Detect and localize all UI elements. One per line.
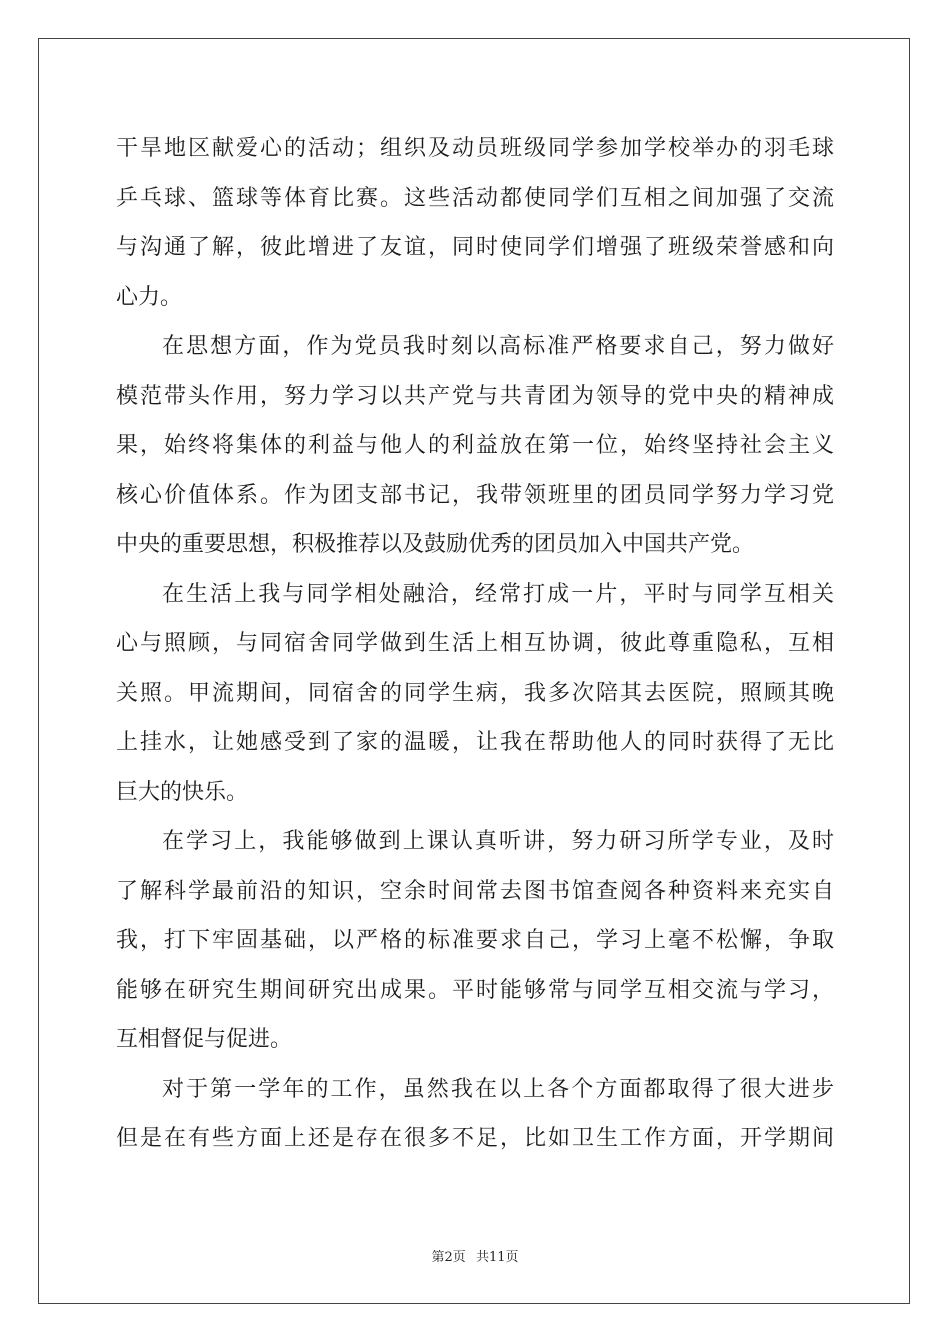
text-line: 在学习上，我能够做到上课认真听讲，努力研习所学专业，及时 [162, 829, 834, 854]
text-line: 在生活上我与同学相处融洽，经常打成一片，平时与同学互相关 [162, 581, 834, 607]
text-line: 我，打下牢固基础，以严格的标准要求自己，学习上毫不松懈，争取 [116, 928, 834, 953]
text-line: 能够在研究生期间研究出成果。平时能够常与同学互相交流与学习， [116, 977, 834, 1003]
text-line: 中央的重要思想，积极推荐以及鼓励优秀的团员加入中国共产党。 [116, 532, 755, 557]
paragraph [116, 1065, 834, 1164]
text-line: 果，始终将集体的利益与他人的利益放在第一位，始终坚持社会主义 [116, 433, 834, 458]
text-line: 心力。 [116, 284, 183, 310]
document-body [116, 124, 834, 1164]
page-footer [0, 1246, 950, 1265]
paragraph [116, 124, 834, 322]
text-line: 与沟通了解，彼此增进了友谊，同时使同学们增强了班级荣誉感和向 [116, 235, 834, 260]
text-line: 乒乓球、篮球等体育比赛。这些活动都使同学们互相之间加强了交流 [116, 185, 834, 211]
text-line: 互相督促与促进。 [116, 1027, 293, 1052]
text-line: 但是在有些方面上还是存在很多不足，比如卫生工作方面，开学期间 [116, 1126, 834, 1151]
text-line: 巨大的快乐。 [116, 779, 249, 805]
text-line: 关照。甲流期间，同宿舍的同学生病，我多次陪其去医院，照顾其晚 [116, 680, 834, 706]
text-line: 模范带头作用，努力学习以共产党与共青团为领导的党中央的精神成 [116, 383, 834, 409]
text-line: 在思想方面，作为党员我时刻以高标准严格要求自己，努力做好 [162, 334, 834, 359]
page-total: 共11页 [475, 1250, 519, 1265]
page-number: 第2页 [431, 1250, 466, 1265]
text-line: 干旱地区献爱心的活动；组织及动员班级同学参加学校举办的羽毛球 [116, 136, 834, 161]
text-line: 心与照顾，与同宿舍同学做到生活上相互协调，彼此尊重隐私，互相 [116, 631, 834, 656]
paragraph [116, 322, 834, 570]
text-line: 上挂水，让她感受到了家的温暖，让我在帮助他人的同时获得了无比 [116, 730, 834, 755]
text-line: 了解科学最前沿的知识，空余时间常去图书馆查阅各种资料来充实自 [116, 878, 834, 904]
text-line: 对于第一学年的工作，虽然我在以上各个方面都取得了很大进步 [162, 1076, 834, 1102]
paragraph [116, 817, 834, 1065]
paragraph [116, 570, 834, 818]
text-line: 核心价值体系。作为团支部书记，我带领班里的团员同学努力学习党 [116, 482, 834, 508]
